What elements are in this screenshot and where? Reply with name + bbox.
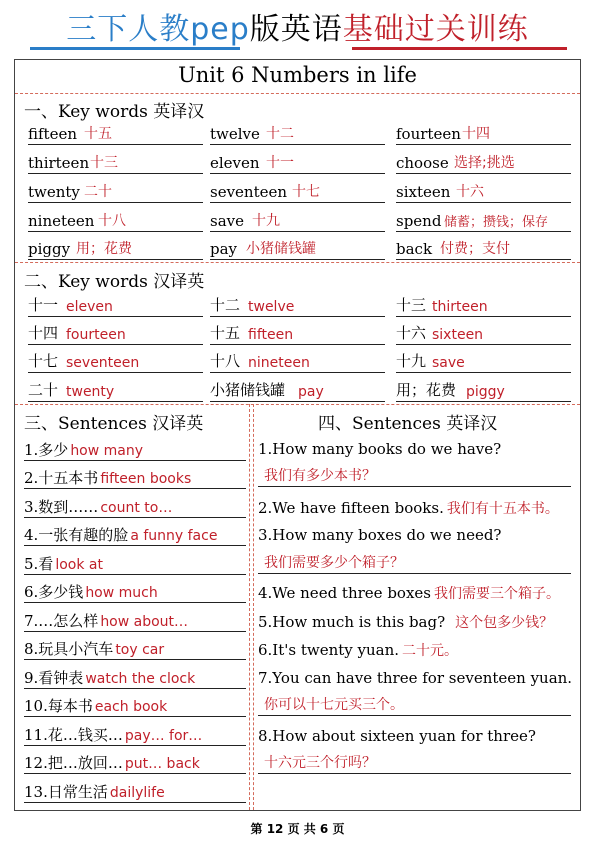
word-answer: 十八 xyxy=(98,213,126,229)
sentence-text: 3.How many boxes do we need? xyxy=(258,526,502,544)
phrase-item xyxy=(24,752,246,774)
word-item xyxy=(28,240,203,260)
phrase-label: 12.把…放回… xyxy=(24,754,123,772)
word-item xyxy=(396,382,571,402)
sentence-answer: 二十元。 xyxy=(402,643,459,659)
section-4-heading: 四、Sentences 英译汉 xyxy=(318,414,498,434)
word-item xyxy=(28,125,203,145)
word-item xyxy=(396,325,571,345)
title-part-4: 基础过关训练 xyxy=(342,12,529,47)
sentence-answer-line xyxy=(258,752,571,774)
title-part-2: pep xyxy=(190,12,250,47)
section-2-heading: 二、Key words 汉译英 xyxy=(24,272,205,292)
word-answer: piggy xyxy=(466,384,505,400)
phrase-label: 1.多少 xyxy=(24,441,69,459)
title-underline-red xyxy=(352,47,567,50)
word-item xyxy=(28,183,203,203)
phrase-label: 9.看钟表 xyxy=(24,669,84,687)
word-answer: 十二 xyxy=(266,126,294,142)
word-item xyxy=(210,154,385,174)
phrase-item xyxy=(24,467,246,489)
page-footer: 第 12 页 共 6 页 xyxy=(250,822,345,836)
word-item xyxy=(210,125,385,145)
sentence-question xyxy=(258,583,560,603)
sentence-question xyxy=(258,498,559,518)
word-answer: thirteen xyxy=(432,299,488,315)
word-answer: 十七 xyxy=(292,184,320,200)
word-answer: 储蓄；攒钱；保存 xyxy=(444,215,549,230)
sentence-text: 1.How many books do we have? xyxy=(258,440,502,458)
word-label: 十四 xyxy=(28,324,59,342)
word-answer: 选择;挑选 xyxy=(454,155,515,171)
word-answer: 二十 xyxy=(84,184,112,200)
phrase-answer: look at xyxy=(55,557,103,573)
word-item xyxy=(210,382,385,402)
phrase-answer: fifteen books xyxy=(100,471,192,487)
word-item xyxy=(210,297,385,317)
word-label: 十九 xyxy=(396,352,427,370)
word-answer: fourteen xyxy=(66,327,126,343)
sentence-answer-line xyxy=(258,465,571,487)
sentence-answer-line xyxy=(258,694,571,716)
word-item xyxy=(396,183,571,203)
word-label: 小猪储钱罐 xyxy=(210,381,286,399)
sentence-text: 7.You can have three for seventeen yuan. xyxy=(258,669,573,687)
word-item xyxy=(28,212,203,232)
word-item xyxy=(396,353,571,373)
phrase-label: 5.看 xyxy=(24,555,54,573)
phrase-item xyxy=(24,553,246,575)
sentence-text: 2.We have fifteen books. xyxy=(258,499,444,517)
title-underline-blue xyxy=(30,47,240,50)
word-label: save xyxy=(210,212,244,230)
phrase-item xyxy=(24,581,246,603)
word-label: 十五 xyxy=(210,324,241,342)
word-answer: 十六 xyxy=(456,184,484,200)
word-answer: nineteen xyxy=(248,355,310,371)
word-item xyxy=(396,240,571,260)
phrase-label: 4.一张有趣的脸 xyxy=(24,526,129,544)
word-item xyxy=(28,325,203,345)
sentence-answer: 这个包多少钱？ xyxy=(455,615,554,631)
word-label: 二十 xyxy=(28,381,59,399)
sentence-answer: 我们有十五本书。 xyxy=(446,501,559,517)
sentence-question xyxy=(258,440,501,458)
phrase-label: 10.每本书 xyxy=(24,697,93,715)
phrase-answer: toy car xyxy=(115,642,165,658)
phrase-answer: dailylife xyxy=(109,785,165,801)
phrase-label: 7.…怎么样 xyxy=(24,612,99,630)
word-answer: 用；花费 xyxy=(76,241,132,257)
unit-title: Unit 6 Numbers in life xyxy=(178,63,417,87)
section-1-heading: 一、Key words 英译汉 xyxy=(24,102,205,122)
word-label: 用；花费 xyxy=(396,381,457,399)
word-label: sixteen xyxy=(396,183,451,201)
title-part-1: 三下人教 xyxy=(66,12,191,47)
phrase-label: 3.数到…… xyxy=(24,498,99,516)
word-label: back xyxy=(396,240,433,258)
phrase-label: 13.日常生活 xyxy=(24,783,108,801)
word-answer: sixteen xyxy=(432,327,484,343)
phrase-label: 2.十五本书 xyxy=(24,469,99,487)
word-label: fourteen xyxy=(396,125,461,143)
word-answer: 十三 xyxy=(90,155,118,171)
word-label: 十三 xyxy=(396,296,427,314)
phrase-item xyxy=(24,496,246,518)
word-answer: 十五 xyxy=(84,126,112,142)
sentence-question xyxy=(258,612,553,632)
word-item xyxy=(210,325,385,345)
sentence-text: 6.It's twenty yuan. xyxy=(258,641,400,659)
phrase-label: 6.多少钱 xyxy=(24,583,84,601)
word-answer: 十一 xyxy=(266,155,294,171)
word-label: spend xyxy=(396,212,442,230)
word-answer: fifteen xyxy=(248,327,294,343)
phrase-answer: put… back xyxy=(124,756,200,772)
word-item xyxy=(210,353,385,373)
word-label: thirteen xyxy=(28,154,90,172)
phrase-answer: pay… for… xyxy=(124,728,203,744)
word-label: choose xyxy=(396,154,449,172)
title-part-3: 版英语 xyxy=(249,12,343,47)
word-item xyxy=(396,212,571,232)
sentence-question xyxy=(258,640,458,660)
phrase-label: 11.花…钱买… xyxy=(24,726,123,744)
sentence-question xyxy=(258,727,536,745)
phrase-item xyxy=(24,667,246,689)
divider xyxy=(249,404,250,810)
word-item xyxy=(210,212,385,232)
word-item xyxy=(28,382,203,402)
word-label: 十六 xyxy=(396,324,427,342)
phrase-answer: how about… xyxy=(100,614,189,630)
phrase-label: 8.玩具小汽车 xyxy=(24,640,114,658)
phrase-answer: count to… xyxy=(100,500,173,516)
phrase-item xyxy=(24,610,246,632)
word-label: 十一 xyxy=(28,296,59,314)
word-answer: seventeen xyxy=(66,355,140,371)
phrase-item xyxy=(24,439,246,461)
phrase-answer: watch the clock xyxy=(85,671,196,687)
word-answer: 小猪储钱罐 xyxy=(246,241,316,257)
sentence-question xyxy=(258,526,501,544)
sentence-answer: 我们有多少本书？ xyxy=(264,468,376,484)
phrase-answer: a funny face xyxy=(130,528,218,544)
sentence-answer: 我们需要多少个箱子？ xyxy=(264,555,404,571)
sentence-text: 8.How about sixteen yuan for three? xyxy=(258,727,536,745)
word-item xyxy=(396,297,571,317)
phrase-item xyxy=(24,724,246,746)
sentence-answer: 我们需要三个箱子。 xyxy=(433,586,560,602)
divider xyxy=(15,404,580,405)
word-label: 十八 xyxy=(210,352,241,370)
word-label: fifteen xyxy=(28,125,77,143)
word-label: twenty xyxy=(28,183,80,201)
phrase-item xyxy=(24,524,246,546)
word-label: 十七 xyxy=(28,352,59,370)
word-answer: 十四 xyxy=(462,126,490,142)
sentence-question xyxy=(258,669,572,687)
word-answer: 十九 xyxy=(252,213,280,229)
word-label: seventeen xyxy=(210,183,288,201)
word-item xyxy=(396,154,571,174)
sentence-answer: 十六元三个行吗？ xyxy=(264,755,376,771)
word-answer: twelve xyxy=(248,299,295,315)
word-label: nineteen xyxy=(28,212,95,230)
word-label: twelve xyxy=(210,125,260,143)
divider xyxy=(15,262,580,263)
word-answer: save xyxy=(432,355,465,371)
word-label: eleven xyxy=(210,154,260,172)
phrase-item xyxy=(24,695,246,717)
word-answer: pay xyxy=(298,384,324,400)
word-item xyxy=(28,353,203,373)
divider xyxy=(253,404,254,810)
word-item xyxy=(28,297,203,317)
sentence-text: 4.We need three boxes xyxy=(258,584,431,602)
phrase-answer: how much xyxy=(85,585,158,601)
phrase-answer: how many xyxy=(70,443,144,459)
word-item xyxy=(210,240,385,260)
word-item xyxy=(28,154,203,174)
word-label: piggy xyxy=(28,240,71,258)
phrase-item xyxy=(24,781,246,803)
word-item xyxy=(396,125,571,145)
sentence-text: 5.How much is this bag? xyxy=(258,613,446,631)
word-answer: eleven xyxy=(66,299,113,315)
word-label: pay xyxy=(210,240,238,258)
section-3-heading: 三、Sentences 汉译英 xyxy=(24,414,204,434)
word-answer: twenty xyxy=(66,384,115,400)
word-label: 十二 xyxy=(210,296,241,314)
sentence-answer: 你可以十七元买三个。 xyxy=(264,697,404,713)
divider xyxy=(15,93,580,94)
word-answer: 付费；支付 xyxy=(440,241,510,257)
phrase-answer: each book xyxy=(94,699,168,715)
word-item xyxy=(210,183,385,203)
phrase-item xyxy=(24,638,246,660)
sentence-answer-line xyxy=(258,552,571,574)
